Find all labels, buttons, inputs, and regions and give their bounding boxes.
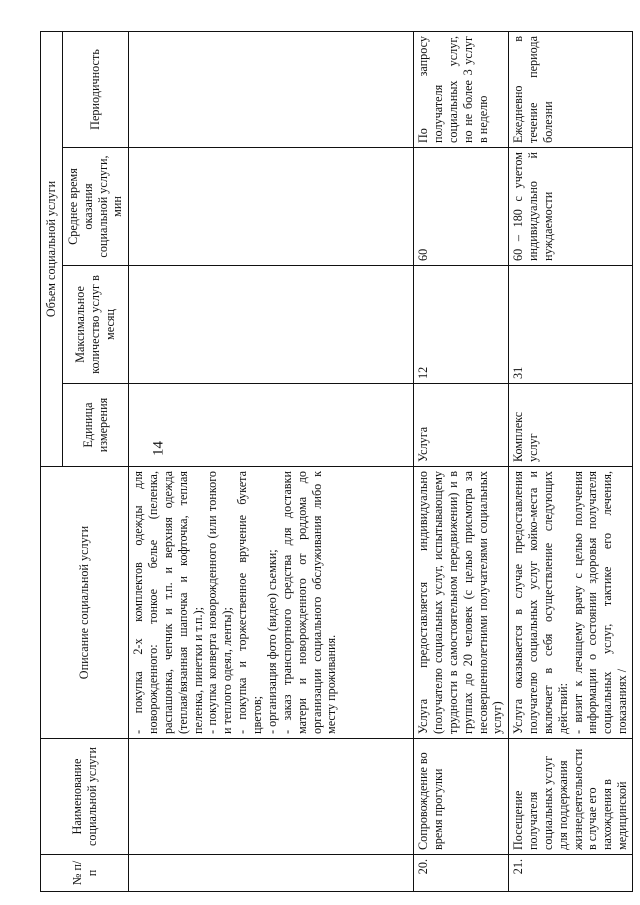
table-row (509, 31, 633, 891)
page-number: 14 (150, 441, 167, 456)
row-max-quantity: 31 (509, 266, 633, 384)
description-line: - визит к лечащему врачу с целью получения информации о состоянии здоровья получателя социальных услуг, тактике его лечения, показаниях / (570, 471, 630, 734)
table-row (414, 31, 509, 891)
header-unit: Единица измерения (63, 384, 129, 467)
table-row (129, 31, 414, 891)
header-periodicity: Периодичность (63, 31, 129, 147)
row-unit: Комплекс услуг (509, 384, 633, 467)
row-name (129, 739, 414, 855)
row-periodicity: По запросу получателя социальных услуг, но не более 3 услуг в неделю (414, 31, 509, 147)
row-periodicity (129, 31, 414, 147)
rotated-table-page (40, 32, 630, 892)
row-unit (129, 384, 414, 467)
header-name: Наименование социальной услуги (41, 739, 129, 855)
description-line: - покупка и торжественное вручение букета цветов; (235, 471, 264, 734)
row-name: Сопровождение во время прогулки (414, 739, 509, 855)
description-line: Услуга оказывается в случае предоставления получателю социальных услуг койко-места и включает в себя осуществление следующих действий: (511, 471, 570, 734)
header-volume: Объем социальной услуги (41, 31, 63, 466)
header-avg-time: Среднее время оказания социальной услуги, мин (63, 148, 129, 266)
header-num: № п/п (41, 855, 129, 892)
row-description (509, 467, 633, 739)
row-avg-time: 60 (414, 148, 509, 266)
row-periodicity: Ежедневно в течение периода болезни (509, 31, 633, 147)
row-description (414, 467, 509, 739)
description-line: - покупка конверта новорожденного (или тонкого и теплого одеял, ленты); (205, 471, 235, 734)
row-num: 20. (414, 855, 509, 892)
description-line: Услуга предоставляется индивидуально (получателю социальных услуг, испытывающему трудности в самостоятельном передвижении) и в группах до 20 человек (с целью присмотра за несовершеннолетними получателями социальных услуг) (416, 471, 505, 734)
description-line: - покупка 2-х комплектов одежды для новорожденного: тонкое белье (пеленка, распашонка, чепчик и т.п. и верхняя одежда (теплая/вязанная шапочка и кофточка, теплая пеленка, пинетки и т.п.); (131, 471, 205, 734)
social-services-table (40, 31, 633, 892)
description-line: - заказ транспортного средства для доставки матери и новорожденного от роддома до организации социального обслуживания либо к месту проживания. (279, 471, 339, 734)
row-avg-time (129, 148, 414, 266)
row-max-quantity (129, 266, 414, 384)
description-line: - организация фото (видео) съемки; (264, 549, 279, 734)
header-description: Описание социальной услуги (41, 467, 129, 739)
row-name: Посещение получателя социальных услуг для поддержания жизнедеятельности в случае его нахождения в медицинской (509, 739, 633, 855)
row-avg-time: 60 – 180 с учетом индивидуально й нуждаемости (509, 148, 633, 266)
row-num: 21. (509, 855, 633, 892)
row-unit: Услуга (414, 384, 509, 467)
row-num (129, 855, 414, 892)
row-max-quantity: 12 (414, 266, 509, 384)
row-description (129, 467, 414, 739)
header-max-quantity: Максимальное количество услуг в месяц (63, 266, 129, 384)
